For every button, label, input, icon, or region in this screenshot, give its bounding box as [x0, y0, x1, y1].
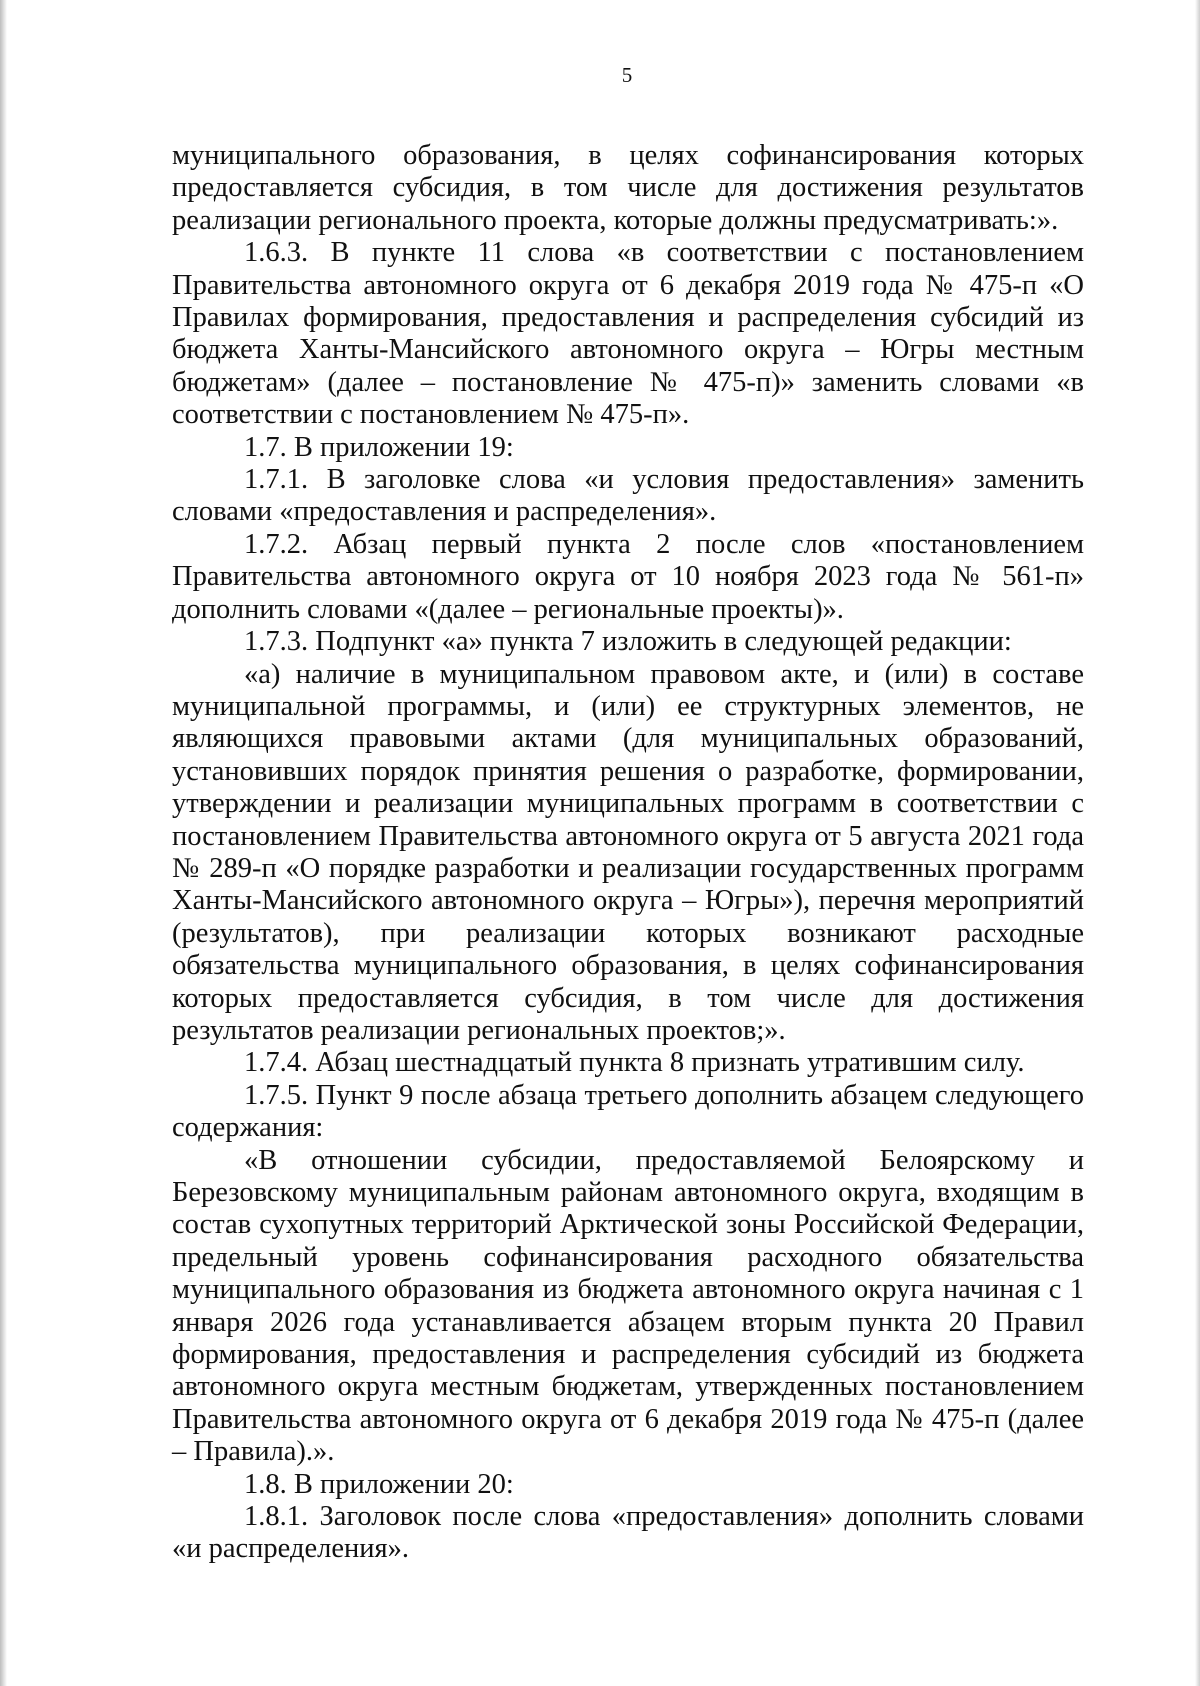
- paragraph-1-7-4: 1.7.4. Абзац шестнадцатый пункта 8 признать утратившим силу.: [244, 1047, 1025, 1079]
- paragraph-1-7-2: 1.7.2. Абзац первый пункта 2 после слов «постановлением Правительства автономного округа от 10 ноября 2023 года № 561-п» дополнить словами «(далее – региональные проекты)».: [172, 528, 1084, 625]
- paragraph-1-7: 1.7. В приложении 19:: [244, 431, 514, 463]
- paragraph-subitem-a: «а) наличие в муниципальном правовом акте, и (или) в составе муниципальной программы, и (или) ее структурных элементов, не являющихся правовыми актами (для муниципальных образований, установивших порядок принятия решения о разработке, формировании, утверждении и реализации муниципальных программ в соответствии с постановлением Правительства автономного округа от 5 августа 2021 года № 289-п «О порядке разработки и реализации государственных программ Ханты-Мансийского автономного округа – Югры»), перечня мероприятий (результатов), при реализации которых возникают расходные обязательства муниципального образования, в целях софинансирования которых предоставляется субсидия, в том числе для достижения результатов реализации региональных проектов;».: [172, 658, 1084, 1046]
- paragraph-1-7-5: 1.7.5. Пункт 9 после абзаца третьего дополнить абзацем следующего содержания:: [172, 1079, 1084, 1144]
- paragraph-continuation: муниципального образования, в целях софинансирования которых предоставляется субсидия, в том числе для достижения результатов реализации регионального проекта, которые должны предусматривать:».: [172, 140, 1084, 236]
- paragraph-1-8-1: 1.8.1. Заголовок после слова «предоставления» дополнить словами «и распределения».: [172, 1501, 1084, 1565]
- paragraph-1-8: 1.8. В приложении 20:: [244, 1468, 514, 1500]
- paragraph-1-7-3: 1.7.3. Подпункт «а» пункта 7 изложить в следующей редакции:: [244, 626, 1012, 658]
- page-number: 5: [621, 63, 633, 87]
- document-body: [172, 140, 1084, 1566]
- paragraph-inserted-text: «В отношении субсидии, предоставляемой Белоярскому и Березовскому муниципальным районам автономного округа, входящим в состав сухопутных территорий Арктической зоны Российской Федерации, предельный уровень софинансирования расходного обязательства муниципального образования из бюджета автономного округа начиная с 1 января 2026 года устанавливается абзацем вторым пункта 20 Правил формирования, предоставления и распределения субсидий из бюджета автономного округа местным бюджетам, утвержденных постановлением Правительства автономного округа от 6 декабря 2019 года № 475-п (далее – Правила).».: [172, 1144, 1084, 1468]
- paragraph-1-6-3: 1.6.3. В пункте 11 слова «в соответствии с постановлением Правительства автономного округа от 6 декабря 2019 года № 475-п «О Правилах формирования, предоставления и распределения субсидий из бюджета Ханты-Мансийского автономного округа – Югры местным бюджетам» (далее – постановление № 475-п)» заменить словами «в соответствии с постановлением № 475-п».: [172, 237, 1084, 431]
- scan-edge-right: [1195, 0, 1200, 1686]
- scan-edge-left: [0, 0, 7, 1686]
- paragraph-1-7-1: 1.7.1. В заголовке слова «и условия предоставления» заменить словами «предоставления и распределения».: [172, 464, 1084, 528]
